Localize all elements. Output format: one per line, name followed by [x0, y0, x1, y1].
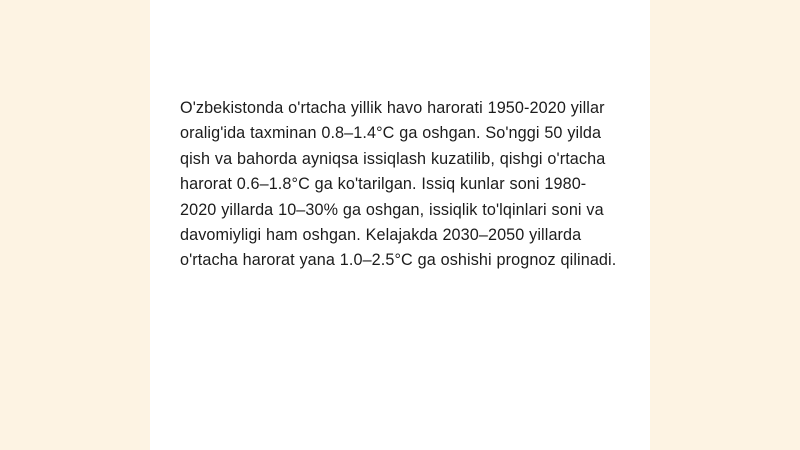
document-sheet	[150, 0, 650, 450]
document-paragraph: O'zbekistonda o'rtacha yillik havo harorati 1950-2020 yillar oralig'ida taxminan 0.8–1.4°C ga oshgan. So'nggi 50 yilda qish va bahorda ayniqsa issiqlash kuzatilib, qishgi o'rtacha harorat 0.6–1.8°C ga ko'tarilgan. Issiq kunlar soni 1980-2020 yillarda 10–30% ga oshgan, issiqlik to'lqinlari soni va davomiyligi ham oshgan. Kelajakda 2030–2050 yillarda o'rtacha harorat yana 1.0–2.5°C ga oshishi prognoz qilinadi.	[180, 99, 617, 270]
document-text-block	[180, 96, 620, 274]
